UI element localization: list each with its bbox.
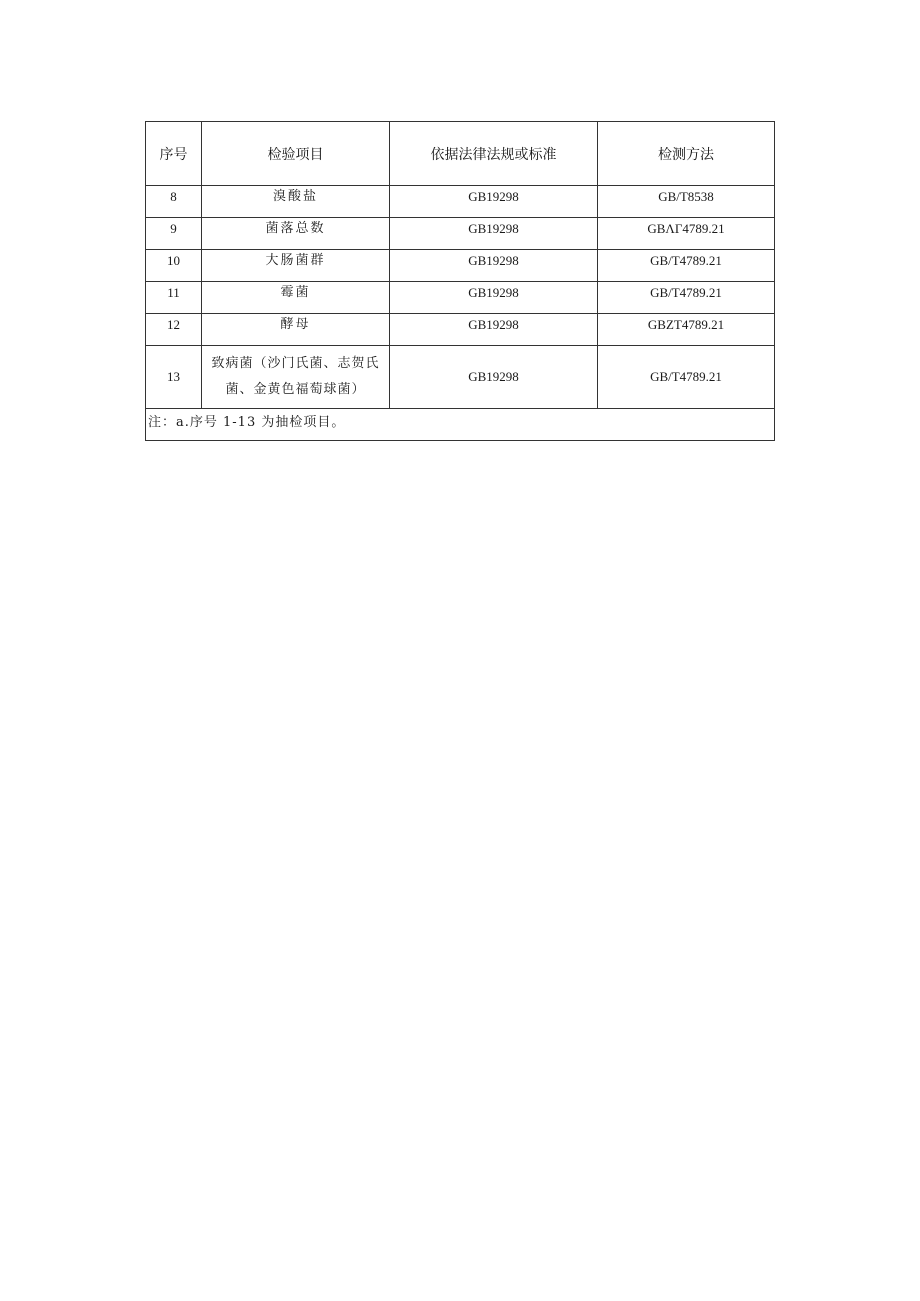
cell-basis: GB19298 bbox=[390, 314, 598, 346]
cell-seq: 11 bbox=[146, 282, 202, 314]
cell-seq: 10 bbox=[146, 250, 202, 282]
cell-basis: GB19298 bbox=[390, 346, 598, 409]
cell-seq: 12 bbox=[146, 314, 202, 346]
cell-method: GBZT4789.21 bbox=[598, 314, 775, 346]
header-item: 检验项目 bbox=[202, 122, 390, 186]
cell-item: 酵母 bbox=[202, 314, 390, 346]
cell-method: GB/T8538 bbox=[598, 186, 775, 218]
cell-seq: 8 bbox=[146, 186, 202, 218]
cell-basis: GB19298 bbox=[390, 250, 598, 282]
cell-seq: 9 bbox=[146, 218, 202, 250]
cell-item: 大肠菌群 bbox=[202, 250, 390, 282]
table-row bbox=[146, 218, 775, 250]
cell-method: GB/T4789.21 bbox=[598, 250, 775, 282]
cell-basis: GB19298 bbox=[390, 282, 598, 314]
cell-item bbox=[202, 346, 390, 409]
cell-method: GB/T4789.21 bbox=[598, 346, 775, 409]
table-header-row bbox=[146, 122, 775, 186]
table-row bbox=[146, 346, 775, 409]
cell-method: GB/T4789.21 bbox=[598, 282, 775, 314]
cell-basis: GB19298 bbox=[390, 218, 598, 250]
inspection-items-table bbox=[145, 121, 775, 441]
header-method: 检测方法 bbox=[598, 122, 775, 186]
cell-basis: GB19298 bbox=[390, 186, 598, 218]
table-note-row bbox=[146, 409, 775, 441]
cell-seq: 13 bbox=[146, 346, 202, 409]
table-row bbox=[146, 250, 775, 282]
table-row bbox=[146, 314, 775, 346]
cell-item-line-1: 致病菌（沙门氏菌、志贺氏 bbox=[211, 356, 380, 371]
cell-item-line-2: 菌、金黄色福萄球菌） bbox=[225, 382, 366, 397]
cell-item: 菌落总数 bbox=[202, 218, 390, 250]
table-note: 注：a.序号 1-13 为抽检项目。 bbox=[146, 409, 775, 441]
cell-item: 霉菌 bbox=[202, 282, 390, 314]
table-row bbox=[146, 186, 775, 218]
table-row bbox=[146, 282, 775, 314]
cell-method: GBΛΓ4789.21 bbox=[598, 218, 775, 250]
header-seq: 序号 bbox=[146, 122, 202, 186]
cell-item: 溴酸盐 bbox=[202, 186, 390, 218]
header-basis: 依据法律法规或标准 bbox=[390, 122, 598, 186]
